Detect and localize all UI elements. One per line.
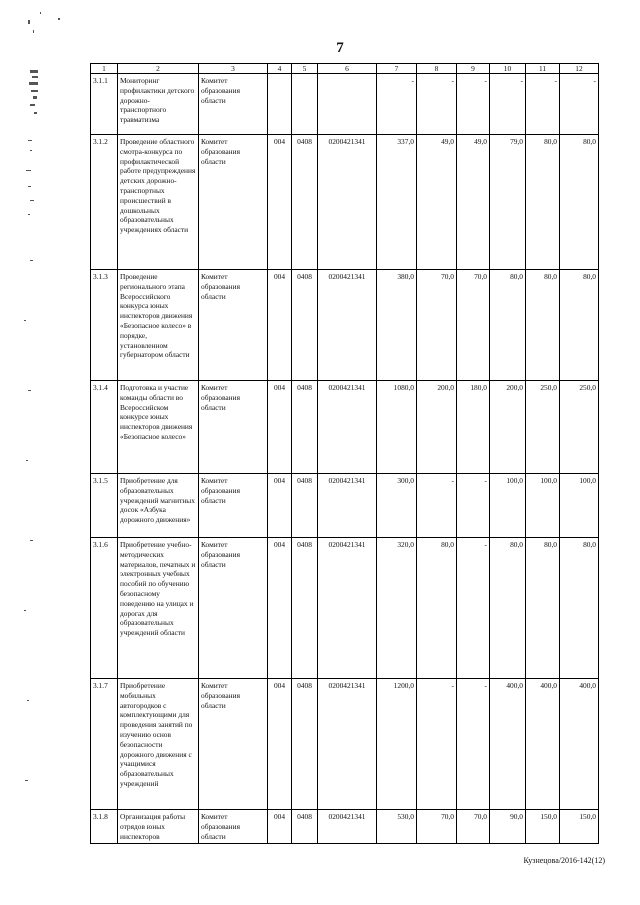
target-code: 0200421341 — [318, 474, 377, 538]
row-number: 3.1.1 — [91, 74, 118, 135]
grbs-code: 004 — [268, 270, 292, 381]
executor: Комитет образования области — [199, 74, 268, 135]
grbs-code: 004 — [268, 474, 292, 538]
grbs-code: 004 — [268, 381, 292, 474]
table-row — [91, 270, 599, 381]
section-code: 0408 — [292, 810, 318, 844]
year-amount: 100,0 — [526, 474, 560, 538]
executor: Комитет образования области — [199, 135, 268, 270]
year-amount: - — [457, 538, 490, 679]
column-number-row — [91, 64, 599, 74]
year-amount: 80,0 — [490, 270, 526, 381]
year-amount: 250,0 — [560, 381, 599, 474]
column-header: 11 — [526, 64, 560, 74]
section-code: 0408 — [292, 538, 318, 679]
table-row — [91, 474, 599, 538]
column-header: 3 — [199, 64, 268, 74]
total-amount: 337,0 — [377, 135, 417, 270]
executor: Комитет образования области — [199, 679, 268, 810]
measure-name: Проведение областного смотра-конкурса по профилактической работе предупреждения детских дорожно-транспортных происшествий в дошкольных образовательных учреждениях области — [118, 135, 199, 270]
table-row — [91, 381, 599, 474]
scan-edge-noise — [0, 0, 70, 905]
row-number: 3.1.5 — [91, 474, 118, 538]
grbs-code: 004 — [268, 679, 292, 810]
year-amount: - — [490, 74, 526, 135]
measure-name: Приобретение для образовательных учреждений магнитных досок «Азбука дорожного движения» — [118, 474, 199, 538]
year-amount: 70,0 — [457, 810, 490, 844]
column-header: 1 — [91, 64, 118, 74]
year-amount: 90,0 — [490, 810, 526, 844]
target-code: 0200421341 — [318, 679, 377, 810]
year-amount: - — [457, 74, 490, 135]
table-row — [91, 74, 599, 135]
row-number: 3.1.8 — [91, 810, 118, 844]
year-amount: 200,0 — [490, 381, 526, 474]
target-code: 0200421341 — [318, 135, 377, 270]
target-code: 0200421341 — [318, 270, 377, 381]
grbs-code — [268, 74, 292, 135]
column-header: 10 — [490, 64, 526, 74]
year-amount: 100,0 — [490, 474, 526, 538]
grbs-code: 004 — [268, 135, 292, 270]
measure-name: Подготовка и участие команды области во Всероссийском конкурсе юных инспекторов движения «Безопасное колесо» — [118, 381, 199, 474]
total-amount: 380,0 — [377, 270, 417, 381]
measure-name: Проведение регионального этапа Всероссийского конкурса юных инспекторов движения «Безопасное колесо» в порядке, установленном губернатором области — [118, 270, 199, 381]
total-amount: 530,0 — [377, 810, 417, 844]
total-amount: - — [377, 74, 417, 135]
row-number: 3.1.4 — [91, 381, 118, 474]
year-amount: - — [560, 74, 599, 135]
year-amount: 79,0 — [490, 135, 526, 270]
year-amount: 80,0 — [526, 538, 560, 679]
year-amount: 80,0 — [526, 270, 560, 381]
year-amount: - — [526, 74, 560, 135]
year-amount: - — [417, 474, 457, 538]
total-amount: 1080,0 — [377, 381, 417, 474]
measure-name: Приобретение учебно-методических материалов, печатных и электронных учебных пособий по обучению безопасному поведению на улицах и дорогах для образовательных учреждений области — [118, 538, 199, 679]
year-amount: 80,0 — [560, 270, 599, 381]
year-amount: 70,0 — [457, 270, 490, 381]
year-amount: 70,0 — [417, 270, 457, 381]
measure-name: Приобретение мобильных автогородков с комплектующими для проведения занятий по изучению основ безопасности дорожного движения с учащимися образовательных учреждений — [118, 679, 199, 810]
year-amount: - — [417, 679, 457, 810]
year-amount: 200,0 — [417, 381, 457, 474]
year-amount: 80,0 — [560, 135, 599, 270]
executor: Комитет образования области — [199, 270, 268, 381]
column-header: 7 — [377, 64, 417, 74]
total-amount: 1200,0 — [377, 679, 417, 810]
year-amount: 80,0 — [560, 538, 599, 679]
document-id: Кузнецова/2016-142(12) — [523, 856, 605, 865]
budget-table — [90, 63, 599, 844]
target-code: 0200421341 — [318, 810, 377, 844]
year-amount: 100,0 — [560, 474, 599, 538]
year-amount: 49,0 — [417, 135, 457, 270]
section-code: 0408 — [292, 474, 318, 538]
year-amount: 400,0 — [526, 679, 560, 810]
grbs-code: 004 — [268, 538, 292, 679]
section-code — [292, 74, 318, 135]
column-header: 6 — [318, 64, 377, 74]
column-header: 4 — [268, 64, 292, 74]
year-amount: 180,0 — [457, 381, 490, 474]
total-amount: 300,0 — [377, 474, 417, 538]
year-amount: 400,0 — [490, 679, 526, 810]
section-code: 0408 — [292, 381, 318, 474]
column-header: 12 — [560, 64, 599, 74]
page-number: 7 — [336, 40, 344, 56]
total-amount: 320,0 — [377, 538, 417, 679]
section-code: 0408 — [292, 135, 318, 270]
measure-name: Организация работы отрядов юных инспекторов — [118, 810, 199, 844]
column-header: 2 — [118, 64, 199, 74]
row-number: 3.1.2 — [91, 135, 118, 270]
year-amount: 150,0 — [526, 810, 560, 844]
year-amount: 80,0 — [490, 538, 526, 679]
row-number: 3.1.3 — [91, 270, 118, 381]
executor: Комитет образования области — [199, 538, 268, 679]
target-code: 0200421341 — [318, 381, 377, 474]
target-code — [318, 74, 377, 135]
year-amount: 400,0 — [560, 679, 599, 810]
grbs-code: 004 — [268, 810, 292, 844]
column-header: 5 — [292, 64, 318, 74]
table-row — [91, 679, 599, 810]
table-row — [91, 810, 599, 844]
year-amount: 80,0 — [526, 135, 560, 270]
year-amount: 250,0 — [526, 381, 560, 474]
year-amount: - — [457, 679, 490, 810]
executor: Комитет образования области — [199, 810, 268, 844]
column-header: 8 — [417, 64, 457, 74]
year-amount: 150,0 — [560, 810, 599, 844]
column-header: 9 — [457, 64, 490, 74]
section-code: 0408 — [292, 270, 318, 381]
target-code: 0200421341 — [318, 538, 377, 679]
row-number: 3.1.6 — [91, 538, 118, 679]
year-amount: - — [457, 474, 490, 538]
table-row — [91, 538, 599, 679]
row-number: 3.1.7 — [91, 679, 118, 810]
executor: Комитет образования области — [199, 381, 268, 474]
year-amount: 80,0 — [417, 538, 457, 679]
year-amount: - — [417, 74, 457, 135]
measure-name: Мониторинг профилактики детского дорожно-транспортного травматизма — [118, 74, 199, 135]
year-amount: 49,0 — [457, 135, 490, 270]
year-amount: 70,0 — [417, 810, 457, 844]
executor: Комитет образования области — [199, 474, 268, 538]
section-code: 0408 — [292, 679, 318, 810]
table-row — [91, 135, 599, 270]
